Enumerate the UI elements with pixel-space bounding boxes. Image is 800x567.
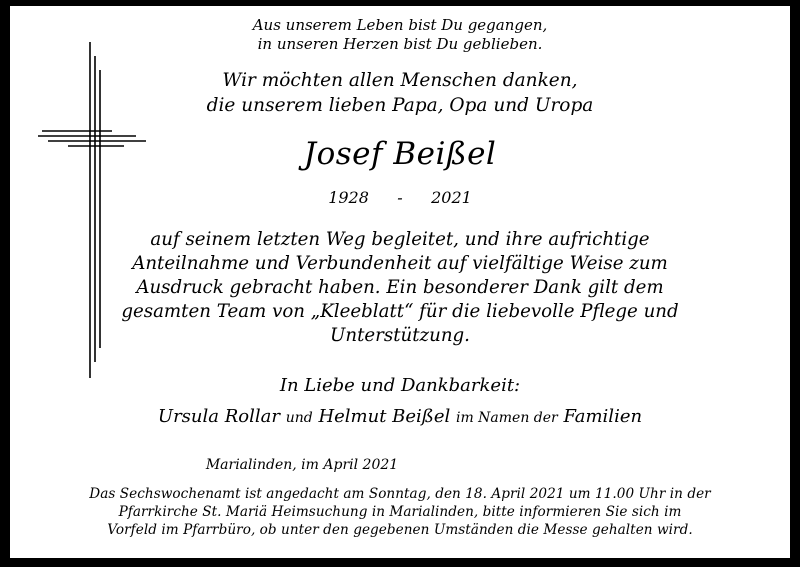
body-line-4: gesamten Team von „Kleeblatt“ für die liebevolle Pflege und: [121, 301, 679, 322]
year-death: 2021: [431, 188, 472, 207]
body-line-3: Ausdruck gebracht haben. Ein besonderer Dank gilt dem: [136, 277, 664, 298]
quote-line-2: in unseren Herzen bist Du geblieben.: [257, 35, 543, 53]
signature-family: Familien: [563, 406, 643, 427]
life-years: [10, 188, 790, 207]
closing-line: In Liebe und Dankbarkeit:: [279, 375, 521, 396]
body-line-5: Unterstützung.: [330, 325, 470, 346]
year-birth: 1928: [328, 188, 369, 207]
place-date: Marialinden, im April 2021: [205, 457, 399, 473]
signature-and: und: [285, 410, 313, 426]
body-line-1: auf seinem letzten Weg begleitet, und ihre aufrichtige: [150, 229, 650, 250]
thanks-line-1: Wir möchten allen Menschen danken,: [222, 70, 578, 91]
service-note-line-1: Das Sechswochenamt ist angedacht am Sonntag, den 18. April 2021 um 11.00 Uhr in der: [89, 486, 711, 502]
year-separator: -: [397, 188, 403, 207]
service-note-line-2: Pfarrkirche St. Mariä Heimsuchung in Marialinden, bitte informieren Sie sich im: [118, 504, 682, 520]
quote-line-1: Aus unserem Leben bist Du gegangen,: [252, 16, 548, 34]
thanks-line-2: die unserem lieben Papa, Opa und Uropa: [206, 95, 594, 116]
signature-on-behalf: im Namen der: [455, 410, 558, 426]
body-line-2: Anteilnahme und Verbundenheit auf vielfältige Weise zum: [132, 253, 668, 274]
signer-1: Ursula Rollar: [157, 406, 280, 427]
deceased-name: Josef Beißel: [303, 136, 497, 172]
service-note-line-3: Vorfeld im Pfarrbüro, ob unter den gegebenen Umständen die Messe gehalten wird.: [107, 522, 693, 538]
signer-2: Helmut Beißel: [318, 406, 451, 427]
obituary-card: [10, 6, 790, 558]
signature-line: [10, 406, 790, 427]
